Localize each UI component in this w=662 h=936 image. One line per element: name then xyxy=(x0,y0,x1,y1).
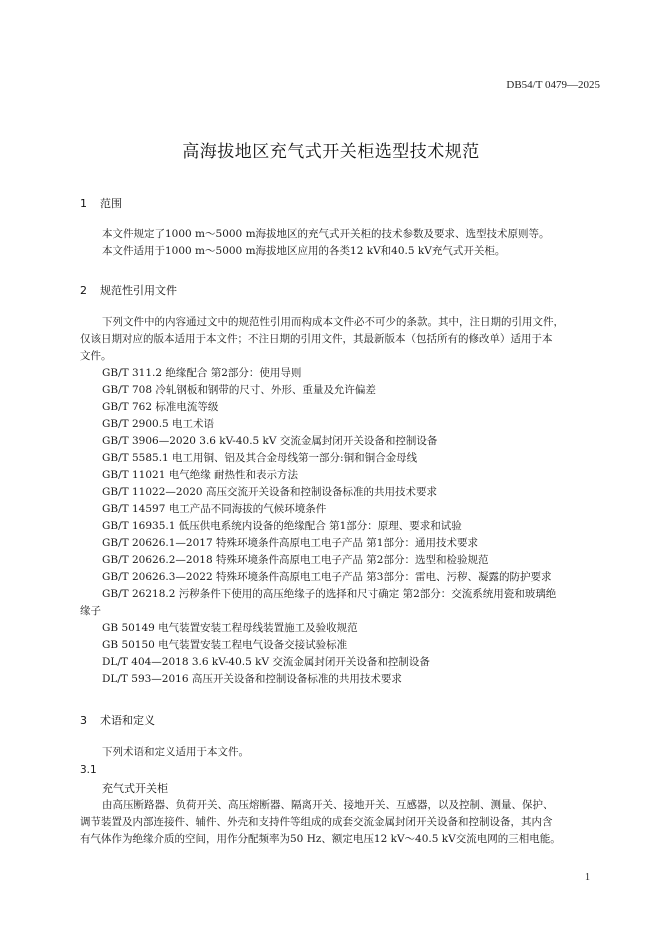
normative-intro-line-2: 仅该日期对应的版本适用于本文件；不注日期的引用文件，其最新版本（包括所有的修改单）适用于本 xyxy=(80,333,553,345)
page-number: 1 xyxy=(585,872,590,883)
reference-item: GB/T 20626.3—2022 特殊环境条件高原电工电子产品 第3部分：雷电、污秽、凝露的防护要求 xyxy=(102,571,552,583)
reference-item: GB/T 5585.1 电工用铜、铝及其合金母线第一部分:铜和铜合金母线 xyxy=(102,452,418,464)
scope-paragraph-1: 本文件规定了1000 m～5000 m海拔地区的充气式开关柜的技术参数及要求、选型技术原则等。 xyxy=(102,228,550,240)
section-3-title: 术语和定义 xyxy=(100,714,155,727)
reference-item: DL/T 404—2018 3.6 kV-40.5 kV 交流金属封闭开关设备和控制设备 xyxy=(102,656,430,668)
section-2-heading xyxy=(80,282,177,298)
section-3-heading xyxy=(80,712,155,728)
reference-item: GB/T 311.2 绝缘配合 第2部分：使用导则 xyxy=(102,367,302,379)
term-3-1-number: 3.1 xyxy=(80,764,97,776)
reference-item: GB 50149 电气装置安装工程母线装置施工及验收规范 xyxy=(102,622,358,634)
normative-intro-line-1: 下列文件中的内容通过文中的规范性引用而构成本文件必不可少的条款。其中，注日期的引用文件， xyxy=(102,316,564,328)
section-2-title: 规范性引用文件 xyxy=(100,284,177,297)
reference-item: GB/T 11022—2020 高压交流开关设备和控制设备标准的共用技术要求 xyxy=(102,486,437,498)
reference-item: GB/T 20626.2—2018 特殊环境条件高原电工电子产品 第2部分：选型和检验规范 xyxy=(102,554,489,566)
section-3-number: 3 xyxy=(80,714,87,727)
terms-intro: 下列术语和定义适用于本文件。 xyxy=(102,746,249,758)
reference-item: GB/T 3906—2020 3.6 kV-40.5 kV 交流金属封闭开关设备和控制设备 xyxy=(102,435,438,447)
doc-code-header: DB54/T 0479—2025 xyxy=(506,79,600,91)
term-3-1-title: 充气式开关柜 xyxy=(102,782,168,795)
document-title: 高海拔地区充气式开关柜选型技术规范 xyxy=(182,142,480,162)
reference-item: GB/T 14597 电工产品不同海拔的气候环境条件 xyxy=(102,503,327,515)
reference-item: GB/T 11021 电气绝缘 耐热性和表示方法 xyxy=(102,469,299,481)
term-definition-line-2: 调节装置及内部连接件、辅件、外壳和支持件等组成的成套交流金属封闭开关设备和控制设备，其内含 xyxy=(80,816,553,828)
reference-item: GB/T 16935.1 低压供电系统内设备的绝缘配合 第1部分：原理、要求和试验 xyxy=(102,520,462,532)
section-1-heading xyxy=(80,195,122,211)
reference-item: GB/T 26218.2 污秽条件下使用的高压绝缘子的选择和尺寸确定 第2部分：交流系统用瓷和玻璃绝 xyxy=(102,588,557,600)
term-definition-line-1: 由高压断路器、负荷开关、高压熔断器、隔离开关、接地开关、互感器，以及控制、测量、保护、 xyxy=(102,799,554,811)
reference-item-continuation: 缘子 xyxy=(80,605,101,617)
reference-item: GB/T 20626.1—2017 特殊环境条件高原电工电子产品 第1部分：通用技术要求 xyxy=(102,537,478,549)
scope-paragraph-2: 本文件适用于1000 m～5000 m海拔地区应用的各类12 kV和40.5 kV充气式开关柜。 xyxy=(102,245,506,257)
normative-intro-line-3: 文件。 xyxy=(80,350,112,362)
reference-item: GB/T 762 标准电流等级 xyxy=(102,401,219,413)
reference-item: GB/T 708 冷轧钢板和钢带的尺寸、外形、重量及允许偏差 xyxy=(102,384,376,396)
reference-item: GB 50150 电气装置安装工程电气设备交接试验标准 xyxy=(102,639,348,651)
term-definition-line-3: 有气体作为绝缘介质的空间，用作分配频率为50 Hz、额定电压12 kV～40.5 kV交流电网的三相电能。 xyxy=(80,833,561,845)
section-1-number: 1 xyxy=(80,197,87,210)
section-1-title: 范围 xyxy=(100,197,122,210)
section-2-number: 2 xyxy=(80,284,87,297)
reference-item: GB/T 2900.5 电工术语 xyxy=(102,418,215,430)
reference-item: DL/T 593—2016 高压开关设备和控制设备标准的共用技术要求 xyxy=(102,673,402,685)
